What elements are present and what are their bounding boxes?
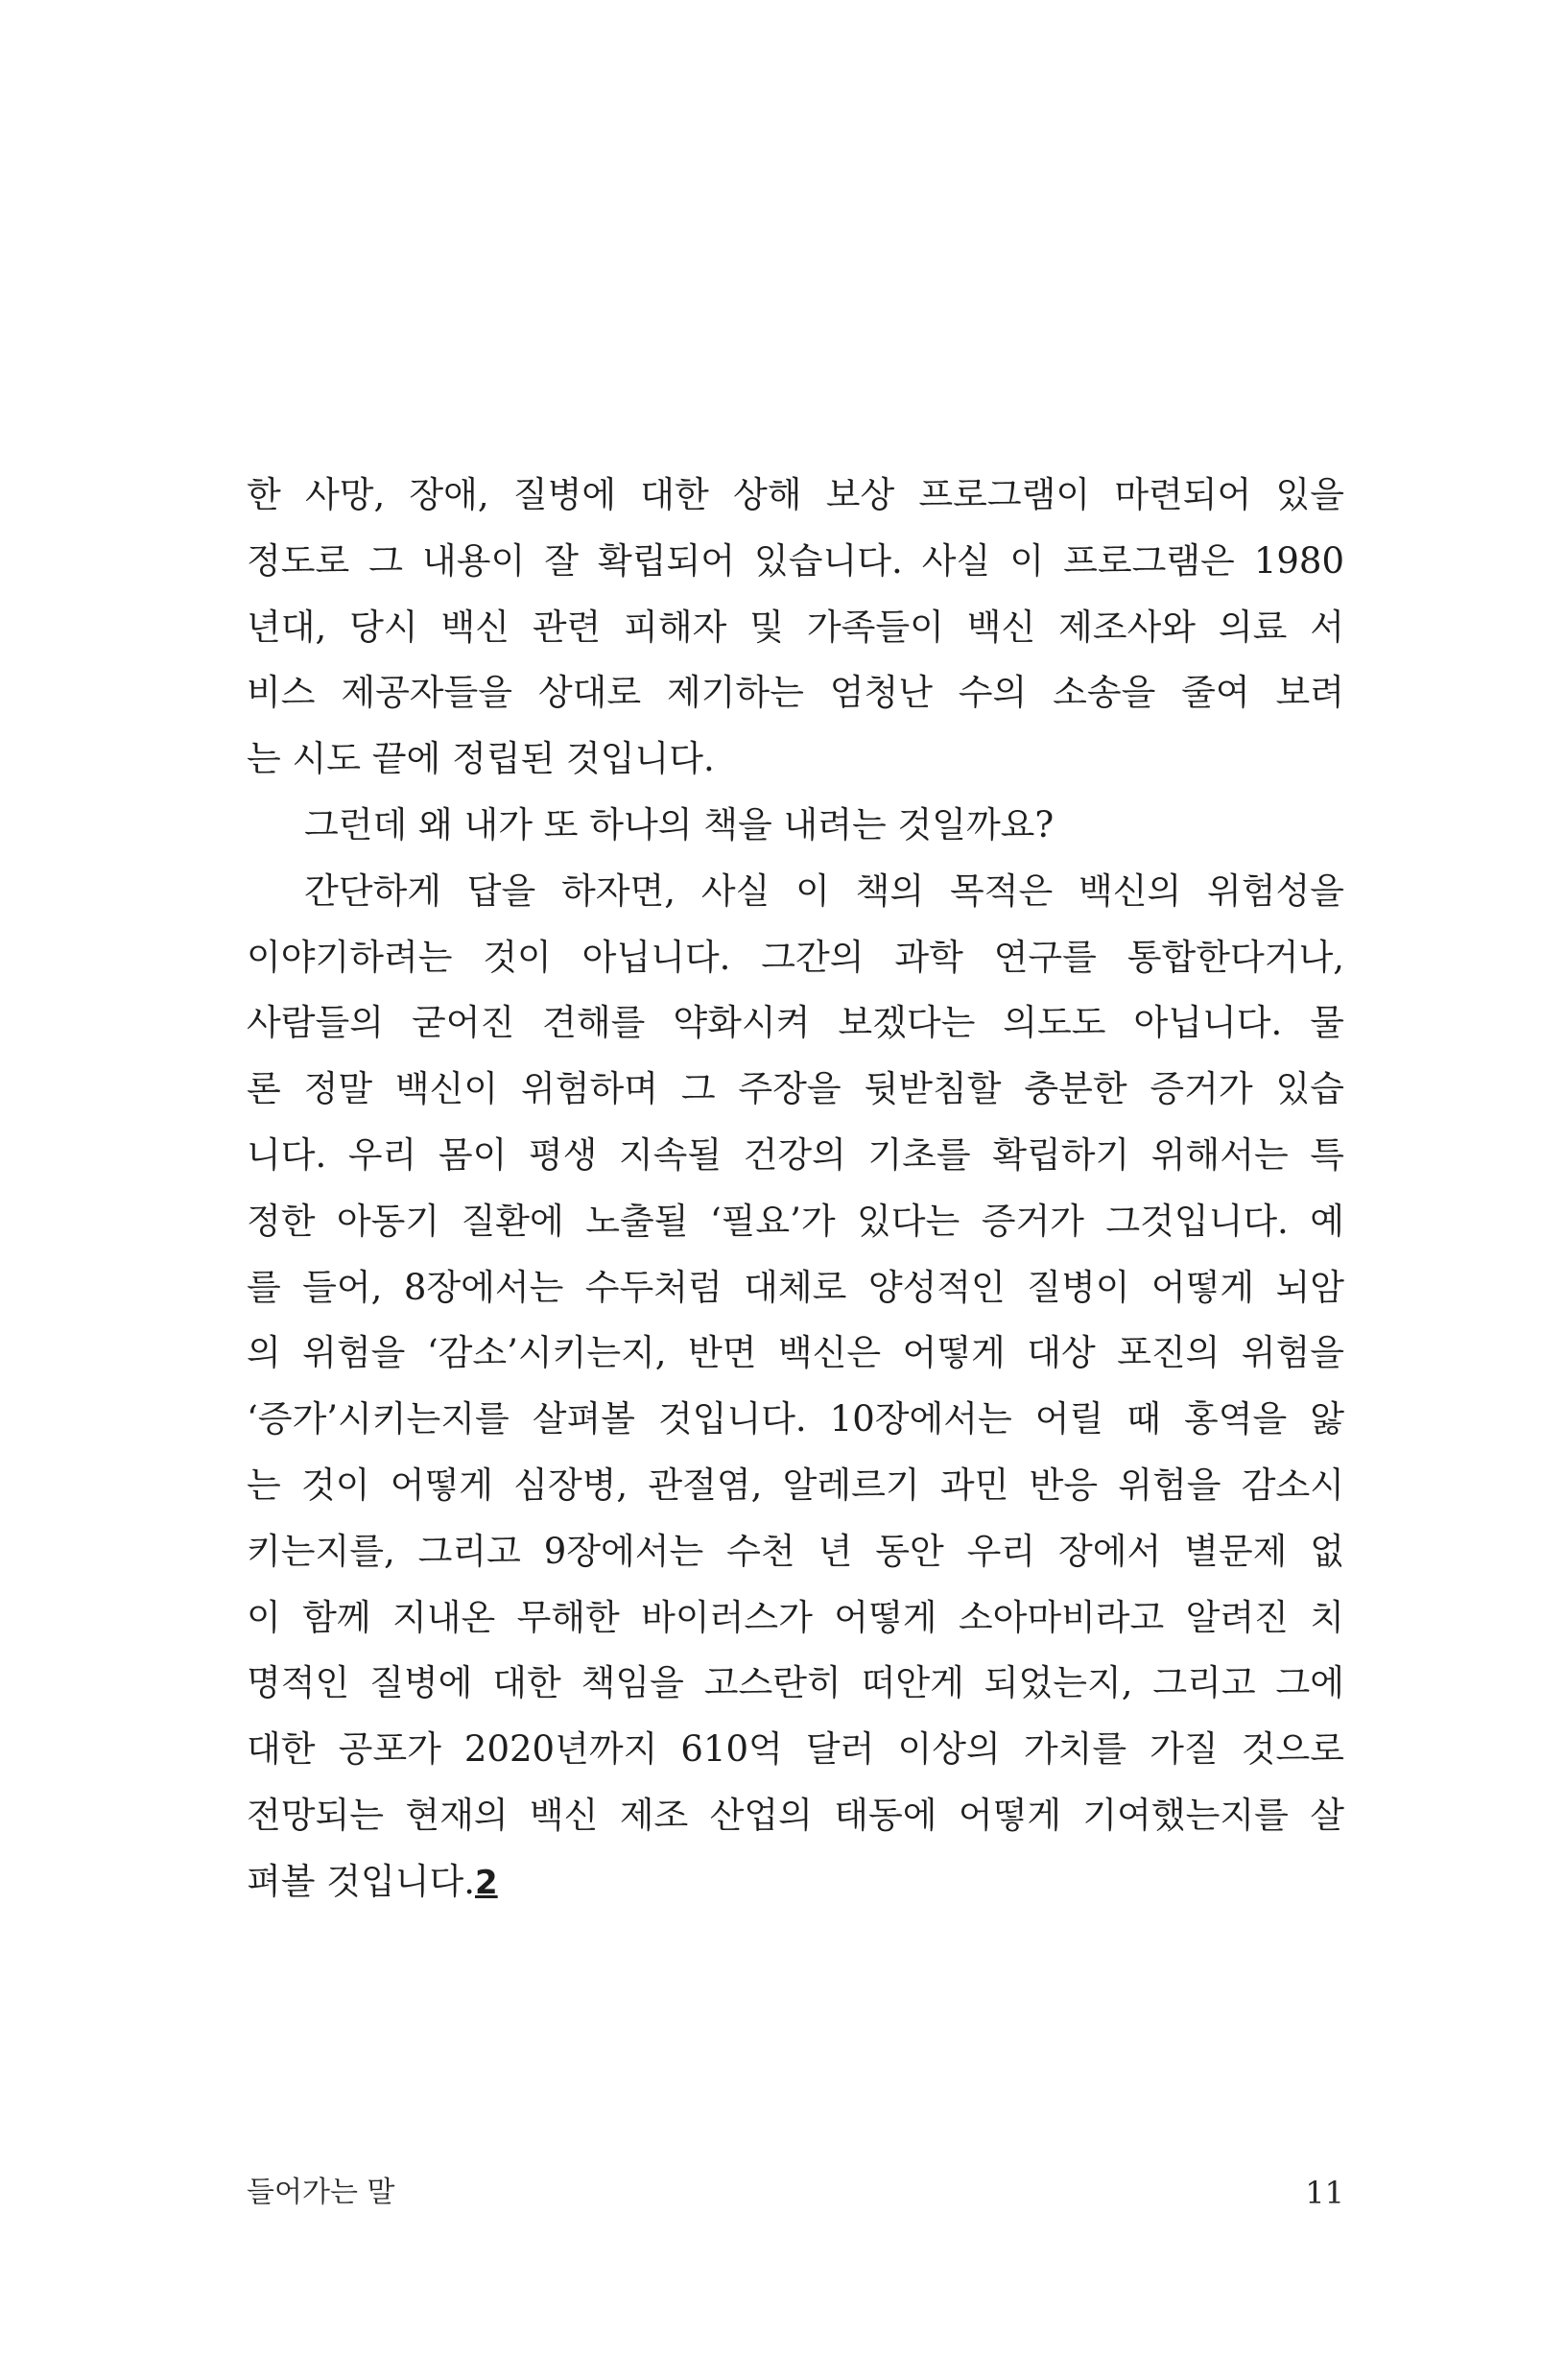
text-line: 는 시도 끝에 정립된 것입니다. <box>247 738 715 780</box>
paragraph-start-line: 그런데 왜 내가 또 하나의 책을 내려는 것일까요? <box>304 803 1055 845</box>
text-line: 년대, 당시 백신 관련 피해자 및 가족들이 백신 제조사와 의료 서 <box>247 606 1344 648</box>
running-title: 들어가는 말 <box>247 2176 395 2209</box>
text-line: 키는지를, 그리고 9장에서는 수천 년 동안 우리 장에서 별문제 없 <box>247 1530 1344 1572</box>
text-line: 이야기하려는 것이 아닙니다. 그간의 과학 연구를 통합한다거나, <box>247 936 1344 978</box>
text-line: 비스 제공자들을 상대로 제기하는 엄청난 수의 소송을 줄여 보려 <box>247 672 1344 714</box>
text-line: 의 위험을 ‘감소’시키는지, 반면 백신은 어떻게 대상 포진의 위험을 <box>247 1332 1344 1374</box>
paragraph-start-line: 간단하게 답을 하자면, 사실 이 책의 목적은 백신의 위험성을 <box>304 869 1344 912</box>
text-line: 는 것이 어떻게 심장병, 관절염, 알레르기 과민 반응 위험을 감소시 <box>247 1464 1344 1506</box>
text-line: 론 정말 백신이 위험하며 그 주장을 뒷받침할 충분한 증거가 있습 <box>247 1068 1344 1110</box>
page-number: 11 <box>1305 2175 1344 2211</box>
text-line-final-text: 펴볼 것입니다. <box>247 1860 475 1902</box>
text-line: 정도로 그 내용이 잘 확립되어 있습니다. 사실 이 프로그램은 1980 <box>247 539 1344 582</box>
text-line: 니다. 우리 몸이 평생 지속될 건강의 기초를 확립하기 위해서는 특 <box>247 1133 1344 1176</box>
text-line: ‘증가’시키는지를 살펴볼 것입니다. 10장에서는 어릴 때 홍역을 앓 <box>247 1398 1344 1440</box>
text-line: 이 함께 지내온 무해한 바이러스가 어떻게 소아마비라고 알려진 치 <box>247 1596 1344 1638</box>
text-line: 한 사망, 장애, 질병에 대한 상해 보상 프로그램이 마련되어 있을 <box>247 474 1344 515</box>
page-footer <box>247 2169 1344 2217</box>
text-line: 정한 아동기 질환에 노출될 ‘필요’가 있다는 증거가 그것입니다. 예 <box>247 1200 1344 1242</box>
body-text <box>247 463 1344 1916</box>
text-line: 를 들어, 8장에서는 수두처럼 대체로 양성적인 질병이 어떻게 뇌암 <box>247 1266 1344 1308</box>
text-line: 전망되는 현재의 백신 제조 산업의 태동에 어떻게 기여했는지를 살 <box>247 1794 1344 1836</box>
text-line-final <box>247 1849 1344 1916</box>
text-line: 명적인 질병에 대한 책임을 고스란히 떠안게 되었는지, 그리고 그에 <box>247 1662 1344 1704</box>
footnote-reference-link[interactable]: 2 <box>474 1863 498 1902</box>
text-line: 사람들의 굳어진 견해를 약화시켜 보겠다는 의도도 아닙니다. 물 <box>247 1002 1344 1044</box>
text-line: 대한 공포가 2020년까지 610억 달러 이상의 가치를 가질 것으로 <box>247 1728 1344 1771</box>
